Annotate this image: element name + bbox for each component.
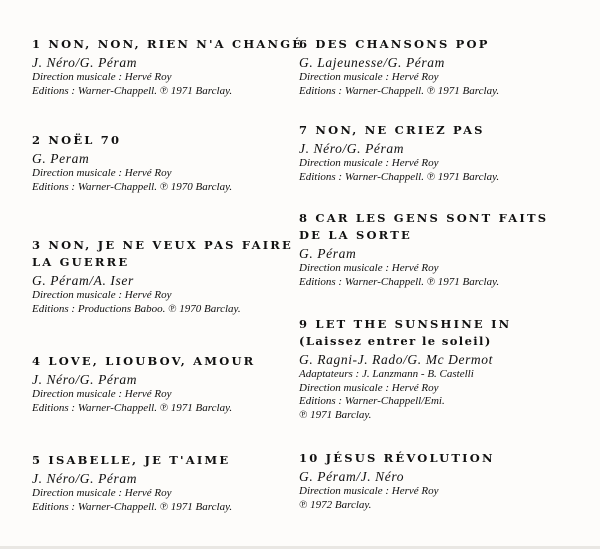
track-direction: Direction musicale : Hervé Roy: [32, 167, 172, 179]
track-editions: Editions : Warner-Chappell. ℗ 1971 Barclay.: [32, 401, 233, 414]
track-editions: Editions : Warner-Chappell. ℗ 1970 Barclay.: [32, 180, 233, 193]
track-10: [299, 450, 589, 512]
track-title: 3 NON, JE NE VEUX PAS FAIRE: [32, 238, 294, 252]
track-subtitle: (Laissez entrer le soleil): [299, 334, 492, 348]
track-direction: Direction musicale : Hervé Roy: [299, 485, 439, 497]
track-editions: Editions : Warner-Chappell. ℗ 1971 Barclay.: [299, 170, 500, 183]
track-direction: Direction musicale : Hervé Roy: [32, 487, 172, 499]
track-editions: Editions : Warner-Chappell. ℗ 1971 Barclay.: [299, 84, 500, 97]
track-authors: G. Péram/A. Iser: [32, 273, 134, 288]
track-authors: G. Péram/J. Néro: [299, 469, 405, 484]
track-9: [299, 316, 589, 422]
track-direction: Direction musicale : Hervé Roy: [32, 71, 172, 83]
track-copyright: ℗ 1972 Barclay.: [299, 498, 372, 511]
track-8: [299, 210, 589, 289]
track-authors: G. Ragni-J. Rado/G. Mc Dermot: [299, 352, 493, 367]
track-direction: Direction musicale : Hervé Roy: [32, 289, 172, 301]
track-adaptateurs: Adaptateurs : J. Lanzmann - B. Castelli: [299, 368, 474, 380]
track-authors: J. Néro/G. Péram: [32, 372, 138, 387]
track-title: 4 LOVE, LIOUBOV, AMOUR: [32, 354, 256, 368]
track-copyright: ℗ 1971 Barclay.: [299, 408, 372, 421]
track-direction: Direction musicale : Hervé Roy: [299, 157, 439, 169]
track-3: [32, 237, 294, 316]
track-1: [32, 36, 304, 98]
track-title: 8 CAR LES GENS SONT FAITS: [299, 211, 549, 225]
track-authors: J. Néro/G. Péram: [299, 141, 405, 156]
track-title: 1 NON, NON, RIEN N'A CHANGÉ: [32, 37, 304, 51]
track-editions: Editions : Warner-Chappell. ℗ 1971 Barclay.: [299, 275, 500, 288]
track-7: [299, 122, 589, 184]
track-6: [299, 36, 589, 98]
track-authors: J. Néro/G. Péram: [32, 471, 138, 486]
track-editions: Editions : Warner-Chappell. ℗ 1971 Barclay.: [32, 84, 233, 97]
track-authors: J. Néro/G. Péram: [32, 55, 138, 70]
track-title: 5 ISABELLE, JE T'AIME: [32, 453, 231, 467]
track-5: [32, 452, 294, 514]
track-editions: Editions : Warner-Chappell/Emi.: [299, 395, 445, 407]
track-direction: Direction musicale : Hervé Roy: [32, 388, 172, 400]
track-authors: G. Peram: [32, 151, 90, 166]
track-title: 10 JÉSUS RÉVOLUTION: [299, 451, 495, 465]
track-title: 6 DES CHANSONS POP: [299, 37, 490, 51]
track-authors: G. Lajeunesse/G. Péram: [299, 55, 445, 70]
track-2: [32, 132, 294, 194]
track-title: 9 LET THE SUNSHINE IN: [299, 317, 512, 331]
track-direction: Direction musicale : Hervé Roy: [299, 71, 439, 83]
track-title-continued: LA GUERRE: [32, 255, 130, 269]
track-authors: G. Péram: [299, 246, 357, 261]
track-4: [32, 353, 294, 415]
track-editions: Editions : Warner-Chappell. ℗ 1971 Barclay.: [32, 500, 233, 513]
track-direction: Direction musicale : Hervé Roy: [299, 262, 439, 274]
track-title: 7 NON, NE CRIEZ PAS: [299, 123, 485, 137]
track-title: 2 NOËL 70: [32, 133, 122, 147]
track-editions: Editions : Productions Baboo. ℗ 1970 Barclay.: [32, 302, 241, 315]
track-title-continued: DE LA SORTE: [299, 228, 412, 242]
track-direction: Direction musicale : Hervé Roy: [299, 381, 439, 394]
